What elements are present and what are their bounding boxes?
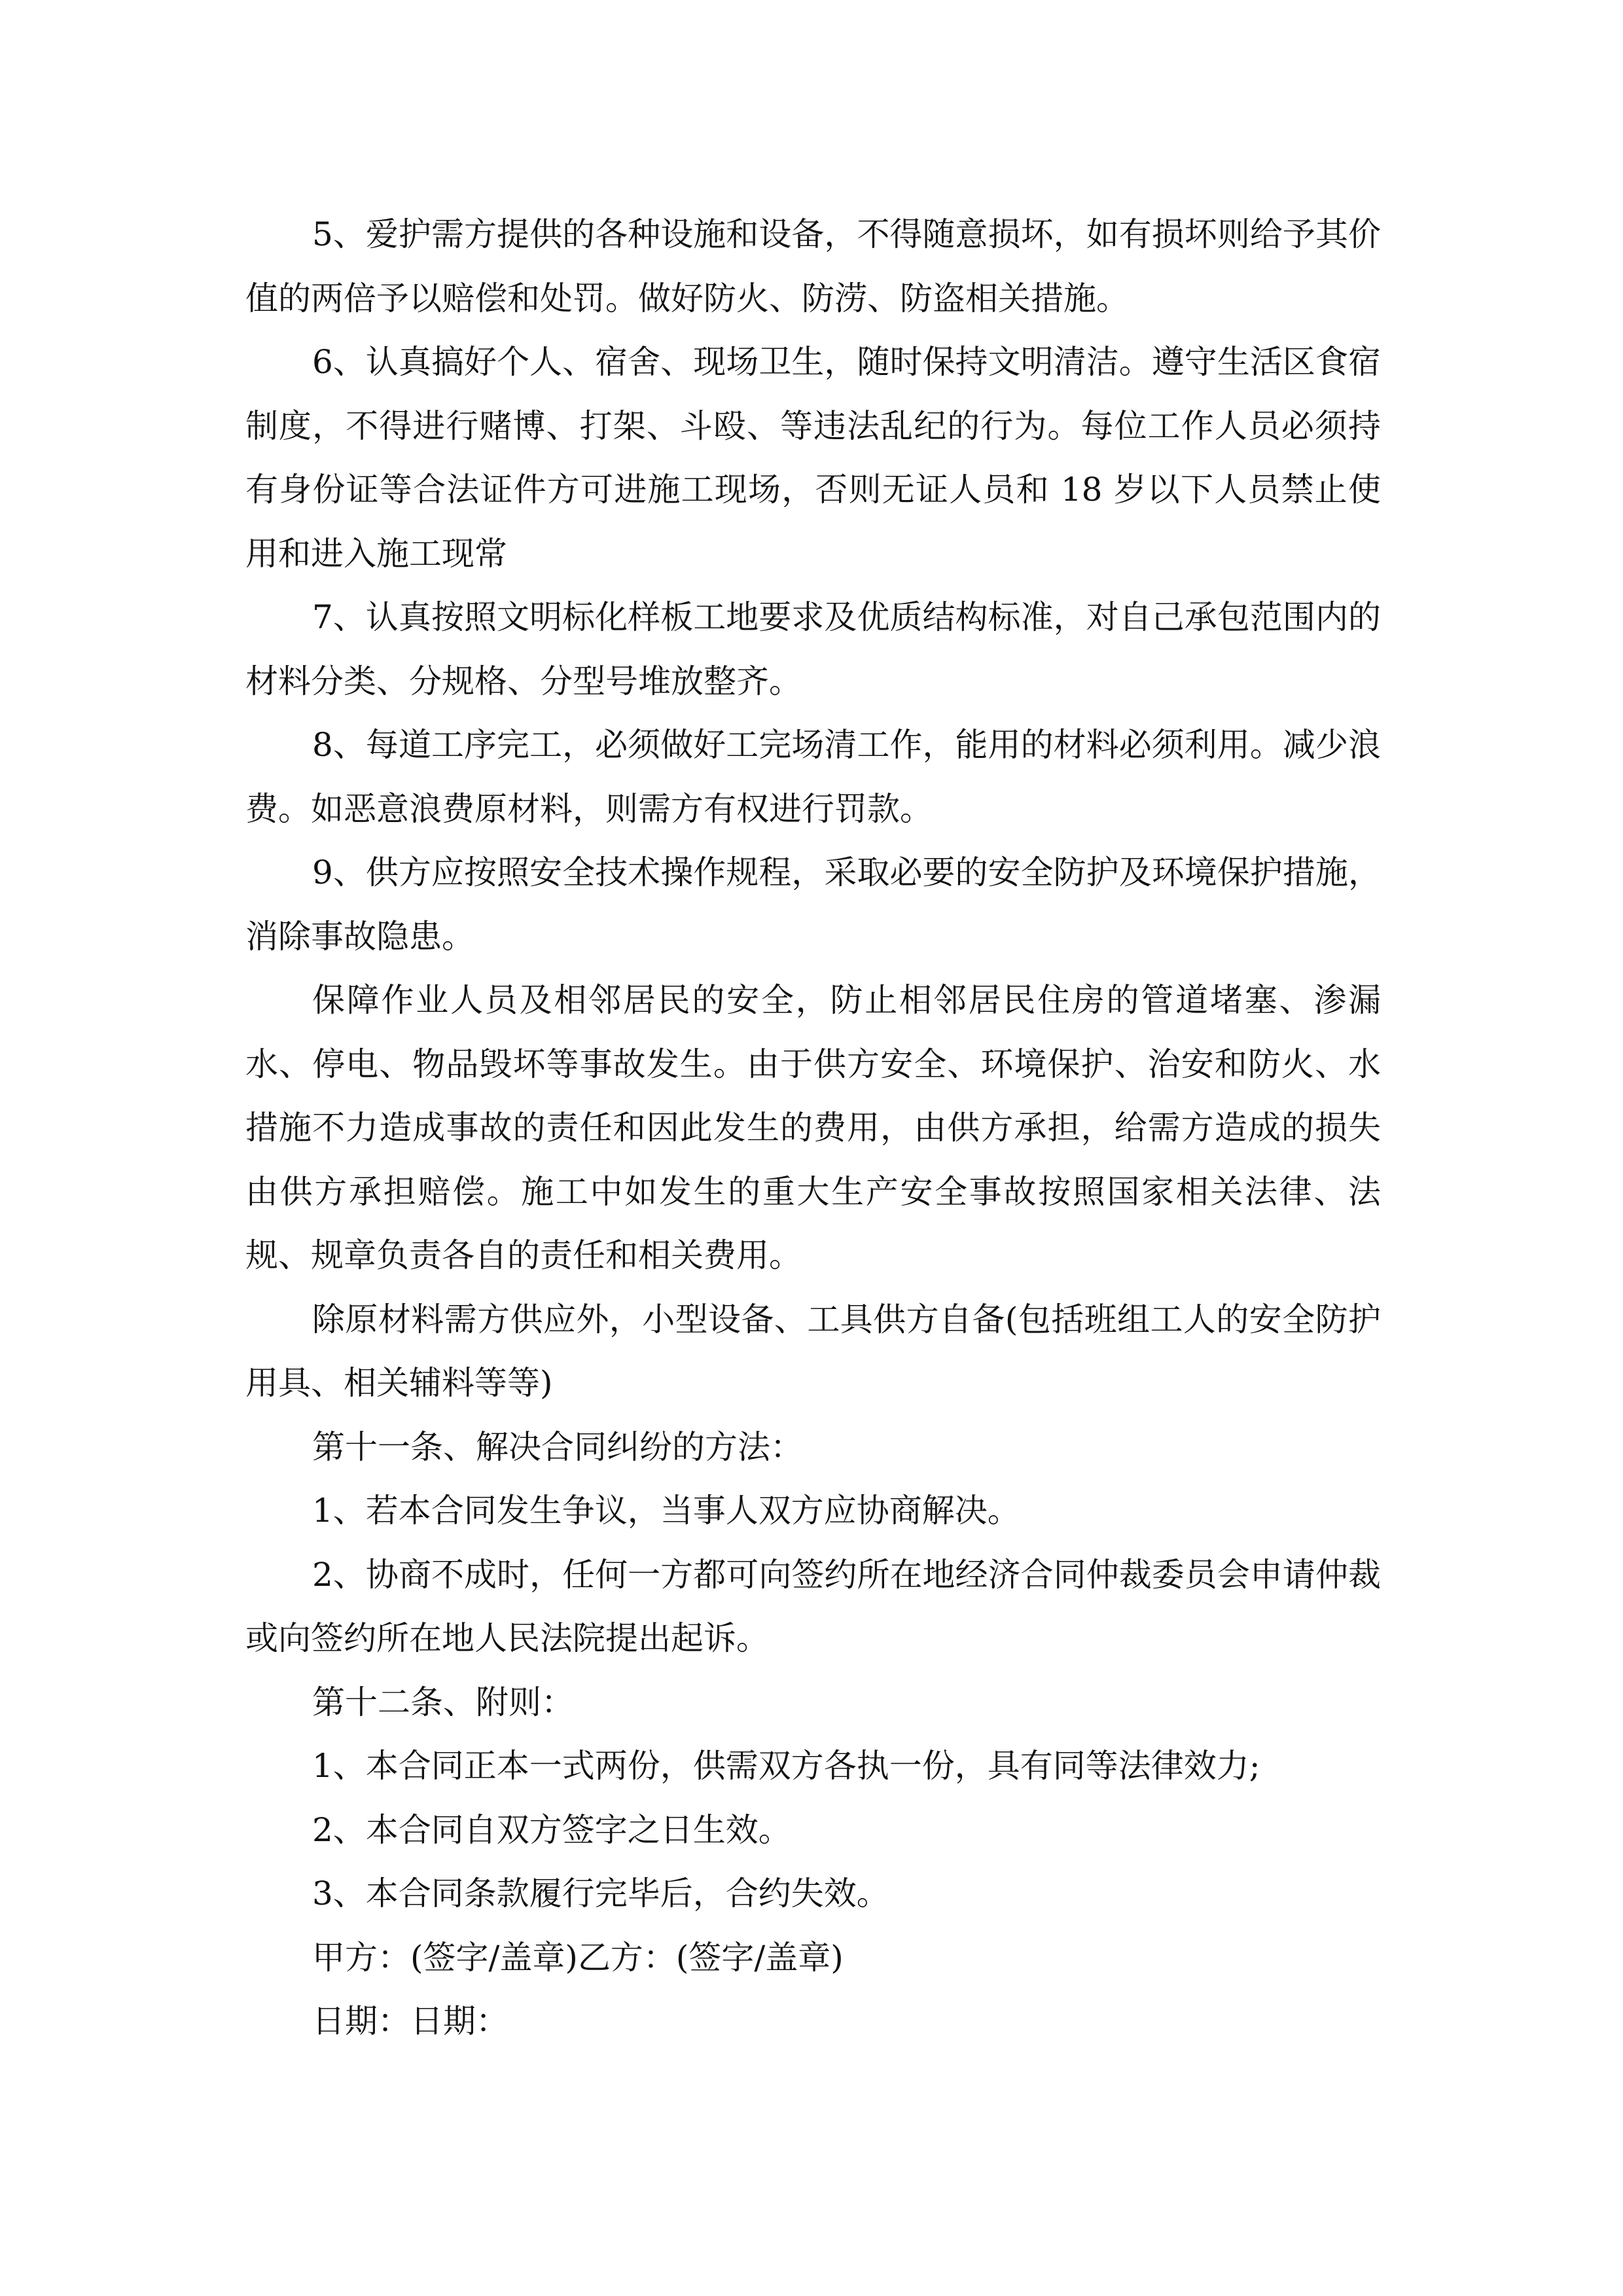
date-line: 日期：日期： xyxy=(312,2002,508,2040)
document-body xyxy=(245,203,1381,2054)
clause-8-paragraph: 8、每道工序完工，必须做好工完场清工作，能用的材料必须利用。减少浪费。如恶意浪费原材料，则需方有权进行罚款。 xyxy=(245,726,1381,828)
clause-7-paragraph: 7、认真按照文明标化样板工地要求及优质结构标准，对自己承包范围内的材料分类、分规格、分型号堆放整齐。 xyxy=(245,598,1381,700)
dispute-item-2: 2、协商不成时，任何一方都可向签约所在地经济合同仲裁委员会申请仲裁或向签约所在地人民法院提出起诉。 xyxy=(245,1555,1381,1657)
appendix-item-3: 3、本合同条款履行完毕后，合约失效。 xyxy=(312,1874,889,1912)
dispute-item-1: 1、若本合同发生争议，当事人双方应协商解决。 xyxy=(312,1492,1020,1530)
appendix-item-2: 2、本合同自双方签字之日生效。 xyxy=(312,1810,791,1849)
equipment-paragraph: 除原材料需方供应外，小型设备、工具供方自备(包括班组工人的安全防护用具、相关辅料等等) xyxy=(245,1300,1381,1402)
article-12-heading: 第十二条、附则： xyxy=(312,1683,574,1721)
signature-line: 甲方：(签字/盖章)乙方：(签字/盖章) xyxy=(312,1938,844,1977)
safety-paragraph: 保障作业人员及相邻居民的安全，防止相邻居民住房的管道堵塞、渗漏水、停电、物品毁坏等事故发生。由于供方安全、环境保护、治安和防火、水措施不力造成事故的责任和因此发生的费用，由供方承担，给需方造成的损失由供方承担赔偿。施工中如发生的重大生产安全事故按照国家相关法律、法规、规章负责各自的责任和相关费用。 xyxy=(245,981,1381,1274)
clause-5-paragraph: 5、爱护需方提供的各种设施和设备，不得随意损坏，如有损坏则给予其价值的两倍予以赔偿和处罚。做好防火、防涝、防盗相关措施。 xyxy=(245,215,1381,317)
appendix-item-1: 1、本合同正本一式两份，供需双方各执一份，具有同等法律效力; xyxy=(312,1747,1260,1785)
clause-9-paragraph: 9、供方应按照安全技术操作规程，采取必要的安全防护及环境保护措施，消除事故隐患。 xyxy=(245,853,1381,956)
clause-6-paragraph: 6、认真搞好个人、宿舍、现场卫生，随时保持文明清洁。遵守生活区食宿制度，不得进行赌博、打架、斗殴、等违法乱纪的行为。每位工作人员必须持有身份证等合法证件方可进施工现场，否则无证人员和 18 岁以下人员禁止使用和进入施工现常 xyxy=(245,343,1381,573)
article-11-heading: 第十一条、解决合同纠纷的方法： xyxy=(312,1427,803,1466)
